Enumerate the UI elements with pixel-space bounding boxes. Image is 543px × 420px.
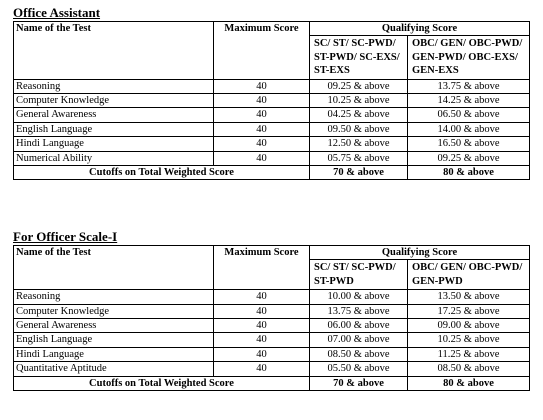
footer-label: Cutoffs on Total Weighted Score — [14, 376, 310, 390]
footer-row — [14, 166, 530, 180]
cutoff-category-2: 06.50 & above — [408, 108, 530, 122]
table-row — [14, 333, 530, 347]
cutoff-category-2: 14.00 & above — [408, 122, 530, 136]
cutoff-category-2: 09.25 & above — [408, 151, 530, 165]
cutoff-category-1: 05.50 & above — [310, 362, 408, 376]
cutoff-category-1: 05.75 & above — [310, 151, 408, 165]
footer-cutoff-category-2: 80 & above — [408, 166, 530, 180]
office-assistant-table — [13, 21, 530, 180]
cutoff-category-1: 09.25 & above — [310, 79, 408, 93]
header-category-2: OBC/ GEN/ OBC-PWD/ GEN-PWD/ OBC-EXS/ GEN-EXS — [408, 36, 530, 79]
cutoff-category-1: 09.50 & above — [310, 122, 408, 136]
header-test-name: Name of the Test — [14, 246, 214, 290]
table-row — [14, 151, 530, 165]
table-row — [14, 122, 530, 136]
max-score: 40 — [214, 362, 310, 376]
test-name: Computer Knowledge — [14, 304, 214, 318]
header-max-score: Maximum Score — [214, 22, 310, 80]
cutoff-category-2: 17.25 & above — [408, 304, 530, 318]
footer-cutoff-category-2: 80 & above — [408, 376, 530, 390]
footer-cutoff-category-1: 70 & above — [310, 376, 408, 390]
max-score: 40 — [214, 333, 310, 347]
test-name: Hindi Language — [14, 347, 214, 361]
cutoff-category-1: 12.50 & above — [310, 137, 408, 151]
header-category-1: SC/ ST/ SC-PWD/ ST-PWD/ SC-EXS/ ST-EXS — [310, 36, 408, 79]
section-title-office-assistant: Office Assistant — [13, 5, 101, 20]
table-row — [14, 290, 530, 304]
max-score: 40 — [214, 290, 310, 304]
cutoff-category-1: 10.25 & above — [310, 94, 408, 108]
section-title-officer-scale-1: For Officer Scale-I — [13, 229, 118, 244]
max-score: 40 — [214, 304, 310, 318]
table-row — [14, 137, 530, 151]
cutoff-category-1: 06.00 & above — [310, 319, 408, 333]
cutoff-category-1: 10.00 & above — [310, 290, 408, 304]
footer-row — [14, 376, 530, 390]
cutoff-category-1: 08.50 & above — [310, 347, 408, 361]
test-name: English Language — [14, 333, 214, 347]
footer-cutoff-category-1: 70 & above — [310, 166, 408, 180]
cutoff-category-1: 13.75 & above — [310, 304, 408, 318]
max-score: 40 — [214, 122, 310, 136]
max-score: 40 — [214, 137, 310, 151]
max-score: 40 — [214, 79, 310, 93]
officer-scale-1-table — [13, 245, 530, 391]
table-row — [14, 94, 530, 108]
header-test-name: Name of the Test — [14, 22, 214, 80]
test-name: Numerical Ability — [14, 151, 214, 165]
cutoff-category-2: 13.50 & above — [408, 290, 530, 304]
cutoff-category-2: 11.25 & above — [408, 347, 530, 361]
table-row — [14, 304, 530, 318]
header-qualifying-score: Qualifying Score — [310, 246, 530, 260]
test-name: General Awareness — [14, 319, 214, 333]
test-name: Quantitative Aptitude — [14, 362, 214, 376]
test-name: English Language — [14, 122, 214, 136]
test-name: General Awareness — [14, 108, 214, 122]
table-row — [14, 108, 530, 122]
cutoff-category-2: 08.50 & above — [408, 362, 530, 376]
cutoff-category-2: 13.75 & above — [408, 79, 530, 93]
test-name: Computer Knowledge — [14, 94, 214, 108]
max-score: 40 — [214, 94, 310, 108]
table-row — [14, 362, 530, 376]
test-name: Reasoning — [14, 79, 214, 93]
cutoff-category-1: 04.25 & above — [310, 108, 408, 122]
test-name: Reasoning — [14, 290, 214, 304]
cutoff-category-2: 10.25 & above — [408, 333, 530, 347]
cutoff-category-2: 14.25 & above — [408, 94, 530, 108]
max-score: 40 — [214, 151, 310, 165]
footer-label: Cutoffs on Total Weighted Score — [14, 166, 310, 180]
header-max-score: Maximum Score — [214, 246, 310, 290]
header-category-1: SC/ ST/ SC-PWD/ ST-PWD — [310, 260, 408, 290]
cutoff-category-2: 09.00 & above — [408, 319, 530, 333]
header-qualifying-score: Qualifying Score — [310, 22, 530, 36]
cutoff-category-2: 16.50 & above — [408, 137, 530, 151]
max-score: 40 — [214, 319, 310, 333]
max-score: 40 — [214, 108, 310, 122]
table-row — [14, 319, 530, 333]
header-category-2: OBC/ GEN/ OBC-PWD/ GEN-PWD — [408, 260, 530, 290]
max-score: 40 — [214, 347, 310, 361]
table-row — [14, 79, 530, 93]
table-row — [14, 347, 530, 361]
test-name: Hindi Language — [14, 137, 214, 151]
cutoff-category-1: 07.00 & above — [310, 333, 408, 347]
